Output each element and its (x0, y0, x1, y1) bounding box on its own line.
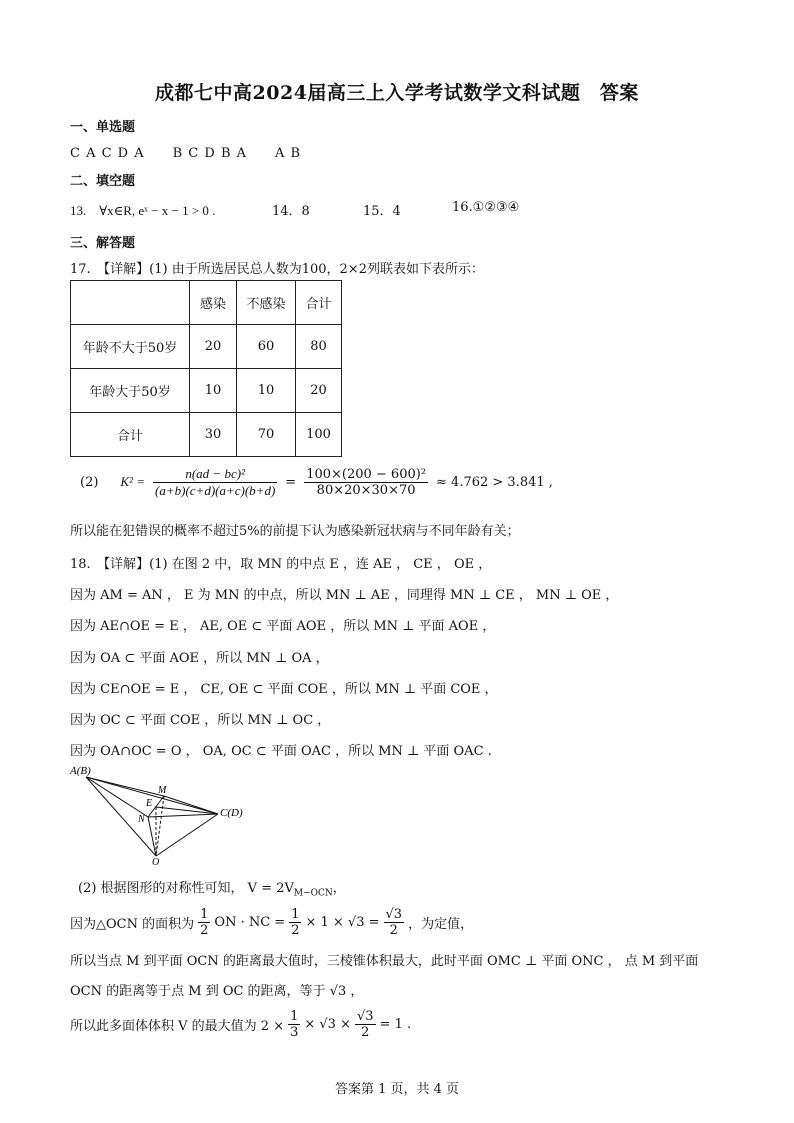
root3-den-2: 2 (361, 1024, 370, 1040)
section-heading-fill-blank: 二、填空题 (70, 174, 136, 189)
k2-numerator-general: n(ad − bc)² (153, 466, 277, 483)
q17-intro: 17. 【详解】(1) 由于所选居民总人数为100，2×2列联表如下表所示： (70, 262, 484, 277)
answer-14: 14．8 (272, 204, 310, 219)
q18-p2-line4: OCN 的距离等于点 M 到 OC 的距离，等于 √3 ， (70, 984, 364, 999)
area-text-c: × 1 × √3 = (305, 914, 380, 930)
table-cell: 不感染 (237, 281, 296, 325)
table-cell: 年龄大于50岁 (71, 369, 190, 413)
half-den: 2 (200, 922, 209, 938)
page-title: 成都七中高2024届高三上入学考试数学文科试题 答案 (155, 82, 639, 104)
half-num-2: 1 (291, 906, 300, 922)
page-footer: 答案第 1 页，共 4 页 (334, 1082, 460, 1097)
section-heading-single-choice: 一、单选题 (70, 120, 136, 135)
area-text-a: 因为△OCN 的面积为 (70, 916, 195, 932)
table-cell: 合计 (296, 281, 342, 325)
q18-p2-text: (2) 根据图形的对称性可知， V = 2V (78, 881, 294, 896)
q18-line: 因为 CE∩OE = E ， CE, OE ⊂ 平面 COE ，所以 MN ⊥ 平面 COE ， (70, 682, 498, 697)
vol-text-b: × √3 × (304, 1016, 351, 1032)
q18-p2-area (70, 902, 473, 942)
k2-formula (80, 462, 553, 502)
q18-p2-comma: ， (332, 881, 346, 896)
q18-line: 因为 OA∩OC = O ， OA, OC ⊂ 平面 OAC ，所以 MN ⊥ 平面 OAC . (70, 744, 492, 759)
table-cell: 100 (296, 413, 342, 457)
third-den: 3 (290, 1024, 299, 1040)
table-row (71, 413, 342, 457)
k2-fraction-values (304, 467, 428, 498)
table-row (71, 281, 342, 325)
k2-fraction-general (153, 466, 277, 499)
label-cd: C(D) (220, 807, 243, 819)
q18-line: 因为 OC ⊂ 平面 COE ，所以 MN ⊥ OC ， (70, 713, 331, 728)
label-ab: A(B) (70, 765, 91, 777)
area-text-d: ，为定值， (408, 916, 474, 932)
root3-num-2: √3 (356, 1008, 374, 1024)
label-e: E (146, 798, 153, 809)
table-row (71, 369, 342, 413)
answer-16: 16.①②③④ (452, 200, 520, 215)
single-choice-answers: C A C D A B C D B A A B (70, 146, 302, 161)
q18-p2-line1 (78, 877, 346, 899)
half-num: 1 (200, 906, 209, 922)
table-row (71, 325, 342, 369)
root3-half-fraction (384, 907, 405, 938)
k2-denominator-general: (a+b)(c+d)(a+c)(b+d) (155, 482, 276, 498)
area-text-b: ON · NC = (214, 914, 286, 930)
half-fraction (198, 907, 210, 938)
k2-denominator-values: 80×20×30×70 (316, 482, 416, 498)
q18-p2-volume (70, 1004, 411, 1044)
table-cell: 感染 (190, 281, 237, 325)
k2-label: (2) (80, 474, 99, 490)
q18-p2-line3: 所以当点 M 到平面 OCN 的距离最大值时，三棱锥体积最大，此时平面 OMC ⊥ 平面 ONC ， 点 M 到平面 (70, 954, 699, 969)
pyramid-figure (68, 762, 258, 866)
label-o: O (152, 857, 160, 866)
k2-result: ≈ 4.762 > 3.841 , (436, 474, 553, 490)
q18-line: 因为 AM = AN ， E 为 MN 的中点，所以 MN ⊥ AE ，同理得 MN ⊥ CE ， MN ⊥ OE ， (70, 588, 619, 603)
root3-half-fraction-2 (355, 1009, 376, 1040)
third-num: 1 (290, 1008, 299, 1024)
root3-num: √3 (385, 906, 403, 922)
half-den-2: 2 (291, 922, 300, 938)
table-cell: 年龄不大于50岁 (71, 325, 190, 369)
table-cell: 10 (237, 369, 296, 413)
q17-conclusion: 所以能在犯错误的概率不超过5%的前提下认为感染新冠状病与不同年龄有关； (70, 524, 520, 539)
k2-equals: = (285, 474, 297, 490)
label-n: N (138, 814, 145, 825)
section-heading-solutions: 三、解答题 (70, 236, 136, 251)
table-cell (71, 281, 190, 325)
table-cell: 20 (190, 325, 237, 369)
k2-lhs: K² = (120, 474, 146, 489)
vol-text-c: = 1 . (379, 1016, 412, 1032)
q18-line: 因为 AE∩OE = E ， AE, OE ⊂ 平面 AOE ，所以 MN ⊥ 平面 AOE ， (70, 619, 496, 634)
answer-15: 15．4 (363, 204, 401, 219)
root3-den: 2 (389, 922, 398, 938)
k2-numerator-values: 100×(200 − 600)² (306, 466, 427, 482)
q18-line: 因为 OA ⊂ 平面 AOE ，所以 MN ⊥ OA ， (70, 651, 329, 666)
table-cell: 10 (190, 369, 237, 413)
third-fraction (288, 1009, 300, 1040)
table-cell: 合计 (71, 413, 190, 457)
table-cell: 80 (296, 325, 342, 369)
half-fraction-2 (289, 907, 301, 938)
label-m: M (158, 785, 167, 796)
table-cell: 20 (296, 369, 342, 413)
vol-text-a: 所以此多面体体积 V 的最大值为 2 × (70, 1018, 285, 1034)
table-cell: 70 (237, 413, 296, 457)
volume-subscript: M−OCN (293, 888, 333, 899)
answer-13: 13. ∀x∈R, eˣ − x − 1 > 0 . (70, 203, 216, 218)
table-cell: 30 (190, 413, 237, 457)
q18-line: 18. 【详解】(1) 在图 2 中，取 MN 的中点 E ，连 AE ， CE ， OE ， (70, 557, 492, 572)
table-cell: 60 (237, 325, 296, 369)
contingency-table (70, 280, 342, 457)
